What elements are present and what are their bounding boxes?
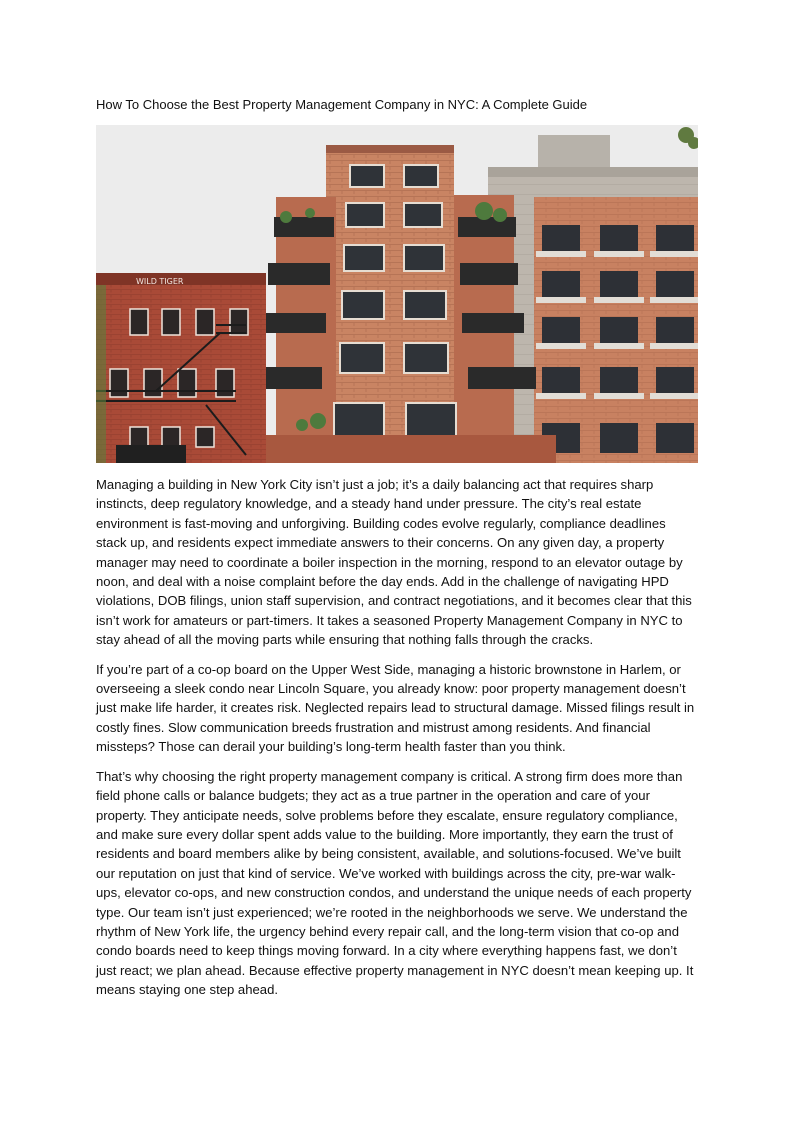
paragraph-2: If you’re part of a co-op board on the Upper West Side, managing a historic brownstone in Harlem, or overseeing a sleek condo near Lincoln Square, you already know: poor property management doesn’t just make life harder, it creates risk. Neglected repairs lead to structural damage. Missed filings result in costly fines. Slow communication breeds frustration and mistrust among residents. And financial missteps? Those can derail your building’s long-term health faster than you think. <box>96 661 695 755</box>
document-title: How To Choose the Best Property Management Company in NYC: A Complete Guide <box>96 97 588 112</box>
building-photo <box>96 125 698 463</box>
building-sign: WILD TIGER <box>136 277 184 286</box>
document-page <box>96 95 698 1010</box>
paragraph-1: Managing a building in New York City isn’t just a job; it’s a daily balancing act that requires sharp instincts, deep regulatory knowledge, and a steady hand under pressure. The city’s real estate environment is fast-moving and unforgiving. Building codes evolve regularly, compliance deadlines stack up, and residents expect immediate answers to their concerns. On any given day, a property manager may need to coordinate a boiler inspection in the morning, respond to an elevator outage by noon, and deal with a noise complaint before the day ends. Add in the challenge of navigating HPD violations, DOB filings, union staff supervision, and contract negotiations, and it becomes clear that this isn’t work for amateurs or part-timers. It takes a seasoned Property Management Company in NYC to stay ahead of all the moving parts while ensuring that nothing falls through the cracks. <box>96 477 692 648</box>
paragraph-3: That’s why choosing the right property management company is critical. A strong firm does more than field phone calls or balance budgets; they act as a true partner in the operation and care of your property. They anticipate needs, solve problems before they escalate, ensure regulatory compliance, and make sure every dollar spent adds value to the building. More importantly, they earn the trust of residents and board members alike by being consistent, available, and solutions-focused. We’ve built our reputation on just that kind of service. We’ve worked with buildings across the city, pre-war walk-ups, elevator co-ops, and new construction condos, and understand the unique needs of each property type. Our team isn’t just experienced; we’re rooted in the neighborhoods we serve. We understand the rhythm of New York life, the urgency behind every repair call, and the long-term vision that co-op and condo boards need to keep things moving forward. In a city where everything happens fast, we don’t just react; we plan ahead. Because effective property management in NYC doesn’t mean keeping up. It means staying one step ahead. <box>96 768 694 998</box>
